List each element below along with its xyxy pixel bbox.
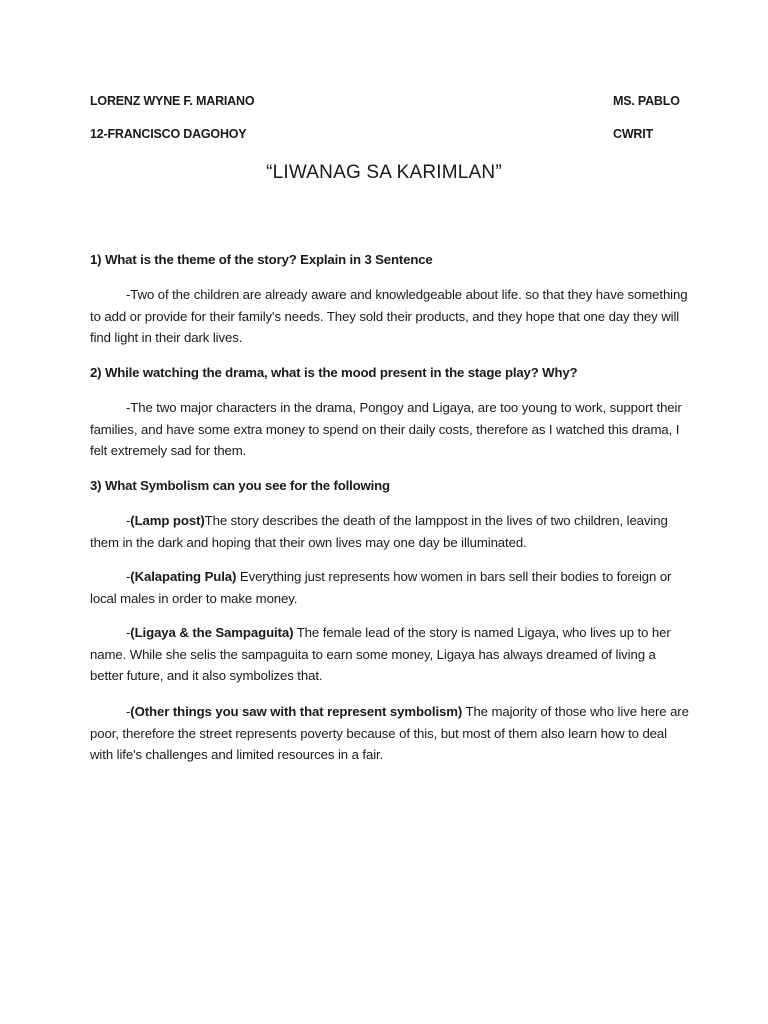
subject-name: CWRIT xyxy=(613,127,653,141)
answer-1 xyxy=(90,284,690,349)
symbol-prefix: - xyxy=(126,704,131,719)
document-title: “LIWANAG SA KARIMLAN” xyxy=(266,162,502,183)
answer-2 xyxy=(90,397,690,462)
section-name: 12-FRANCISCO DAGOHOY xyxy=(90,127,247,141)
symbol-lamp-post xyxy=(90,510,690,553)
symbol-term: (Lamp post) xyxy=(130,513,205,528)
symbol-text: The story describes the death of the lamppost in the lives of two children, leaving them in the dark and hoping that their own lives may one day be illuminated. xyxy=(90,513,668,550)
symbol-text: The female lead of the story is named Ligaya, who lives up to her name. While she selis the sampaguita to earn some money, Ligaya has always dreamed of living a better future, and it also symbolizes that. xyxy=(90,625,671,684)
symbol-text: Everything just represents how women in bars sell their bodies to foreign or local males in order to make money. xyxy=(90,569,672,606)
answer-1-text: -Two of the children are already aware and knowledgeable about life. so that they have something to add or provide for their family's needs. They sold their products, and they hope that one day they will find light in their dark lives. xyxy=(90,287,688,346)
symbol-term: (Other things you saw with that represent symbolism) xyxy=(130,704,463,719)
teacher-name: MS. PABLO xyxy=(613,94,680,108)
question-2: 2) While watching the drama, what is the mood present in the stage play? Why? xyxy=(90,365,578,380)
symbol-prefix: - xyxy=(126,513,131,528)
symbol-term: (Kalapating Pula) xyxy=(130,569,237,584)
symbol-ligaya-sampaguita xyxy=(90,622,690,687)
symbol-other-things xyxy=(90,701,690,766)
symbol-kalapating-pula xyxy=(90,566,690,609)
answer-2-text: -The two major characters in the drama, Pongoy and Ligaya, are too young to work, support their families, and have some extra money to spend on their daily costs, therefore as I watched this drama, I felt extremely sad for them. xyxy=(90,400,682,459)
symbol-prefix: - xyxy=(126,625,131,640)
question-1: 1) What is the theme of the story? Explain in 3 Sentence xyxy=(90,252,433,267)
symbol-prefix: - xyxy=(126,569,131,584)
question-3: 3) What Symbolism can you see for the following xyxy=(90,478,390,493)
symbol-term: (Ligaya & the Sampaguita) xyxy=(130,625,294,640)
student-name: LORENZ WYNE F. MARIANO xyxy=(90,94,255,108)
symbol-text: The majority of those who live here are poor, therefore the street represents poverty because of this, but most of them also learn how to deal with life's challenges and limited resources in a fair. xyxy=(90,704,689,763)
